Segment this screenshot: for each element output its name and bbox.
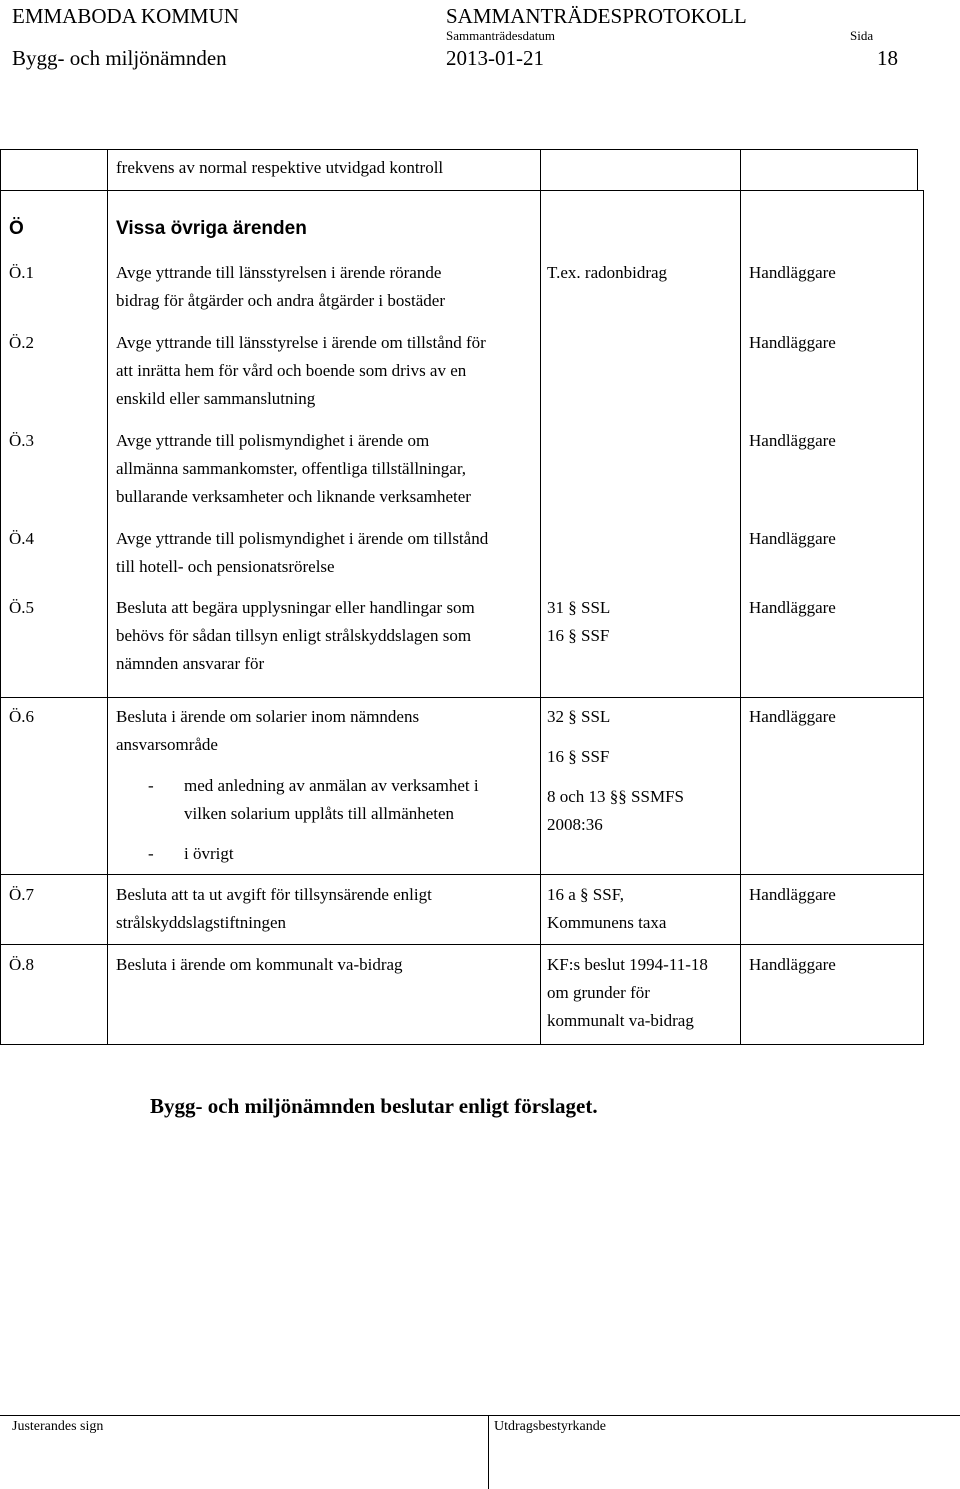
- row-code: Ö.7: [9, 885, 35, 904]
- row-description: Besluta att begära upplysningar eller handlingar som behövs för sådan tillsyn enligt strålskyddslagen som nämnden ansvarar för: [116, 598, 475, 673]
- column-divider: [540, 149, 541, 1045]
- row-reference: 31 § SSL 16 § SSF: [547, 598, 611, 645]
- page-number: 18: [877, 46, 898, 70]
- footer-divider: [488, 1415, 489, 1489]
- row-code: Ö.8: [9, 955, 35, 974]
- footer-divider: [0, 1415, 960, 1416]
- sign-label: Justerandes sign: [12, 1419, 104, 1434]
- row-code: Ö.6: [9, 707, 35, 726]
- decision-statement: Bygg- och miljönämnden beslutar enligt förslaget.: [150, 1094, 598, 1118]
- row-description: Besluta i ärende om kommunalt va-bidrag: [116, 955, 403, 974]
- protocol-title: SAMMANTRÄDESPROTOKOLL: [446, 4, 747, 28]
- extract-label: Utdragsbestyrkande: [494, 1419, 606, 1434]
- row-reference: 32 § SSL: [547, 707, 611, 726]
- column-divider: [740, 149, 741, 1045]
- row-reference: 16 a § SSF, Kommunens taxa: [547, 885, 667, 932]
- row-reference: KF:s beslut 1994-11-18 om grunder för kommunalt va-bidrag: [547, 955, 708, 1030]
- row-delegate: Handläggare: [749, 955, 836, 974]
- row-divider: [0, 697, 924, 698]
- row-code: Ö.2: [9, 333, 35, 352]
- bullet-item: i övrigt: [184, 844, 234, 863]
- page-label: Sida: [850, 28, 874, 43]
- row-divider: [0, 874, 924, 875]
- row-delegate: Handläggare: [749, 263, 836, 282]
- meeting-date: 2013-01-21: [446, 46, 544, 70]
- row-description: Avge yttrande till länsstyrelsen i ärende rörande bidrag för åtgärder och andra åtgärder i bostäder: [116, 263, 445, 310]
- row-divider: [0, 944, 924, 945]
- committee-name: Bygg- och miljönämnden: [12, 46, 227, 70]
- row-reference: 8 och 13 §§ SSMFS: [547, 787, 684, 806]
- row-code: Ö.5: [9, 598, 35, 617]
- row-code: Ö.4: [9, 529, 35, 548]
- bullet-dash: -: [148, 844, 154, 863]
- section-title: Vissa övriga ärenden: [116, 218, 307, 239]
- row-delegate: Handläggare: [749, 529, 836, 548]
- bullet-dash: -: [148, 776, 154, 795]
- row-description: Besluta att ta ut avgift för tillsynsärende enligt strålskyddslagstiftningen: [116, 885, 432, 932]
- row-code: Ö.1: [9, 263, 35, 282]
- row-description: Avge yttrande till länsstyrelse i ärende om tillstånd för att inrätta hem för vård och boende som drivs av en enskild eller sammanslutning: [116, 333, 486, 408]
- bullet-item: med anledning av anmälan av verksamhet i vilken solarium upplåts till allmänheten: [184, 776, 479, 823]
- row-delegate: Handläggare: [749, 598, 836, 617]
- row-reference: 2008:36: [547, 815, 603, 834]
- row-description: Avge yttrande till polismyndighet i ärende om tillstånd till hotell- och pensionatsrörelse: [116, 529, 489, 576]
- row-delegate: Handläggare: [749, 885, 836, 904]
- continuation-text: frekvens av normal respektive utvidgad kontroll: [116, 158, 444, 177]
- column-divider: [107, 149, 108, 1045]
- section-code: Ö: [9, 218, 24, 239]
- row-reference: 16 § SSF: [547, 747, 610, 766]
- row-delegate: Handläggare: [749, 431, 836, 450]
- row-delegate: Handläggare: [749, 333, 836, 352]
- row-reference: T.ex. radonbidrag: [547, 263, 668, 282]
- row-code: Ö.3: [9, 431, 35, 450]
- row-delegate: Handläggare: [749, 707, 836, 726]
- row-description: Avge yttrande till polismyndighet i ärende om allmänna sammankomster, offentliga tillställningar, bullarande verksamheter och liknande verksamheter: [116, 431, 471, 506]
- municipality-name: EMMABODA KOMMUN: [12, 4, 239, 28]
- row-description: Besluta i ärende om solarier inom nämndens ansvarsområde: [116, 707, 420, 754]
- date-label: Sammanträdesdatum: [446, 28, 556, 43]
